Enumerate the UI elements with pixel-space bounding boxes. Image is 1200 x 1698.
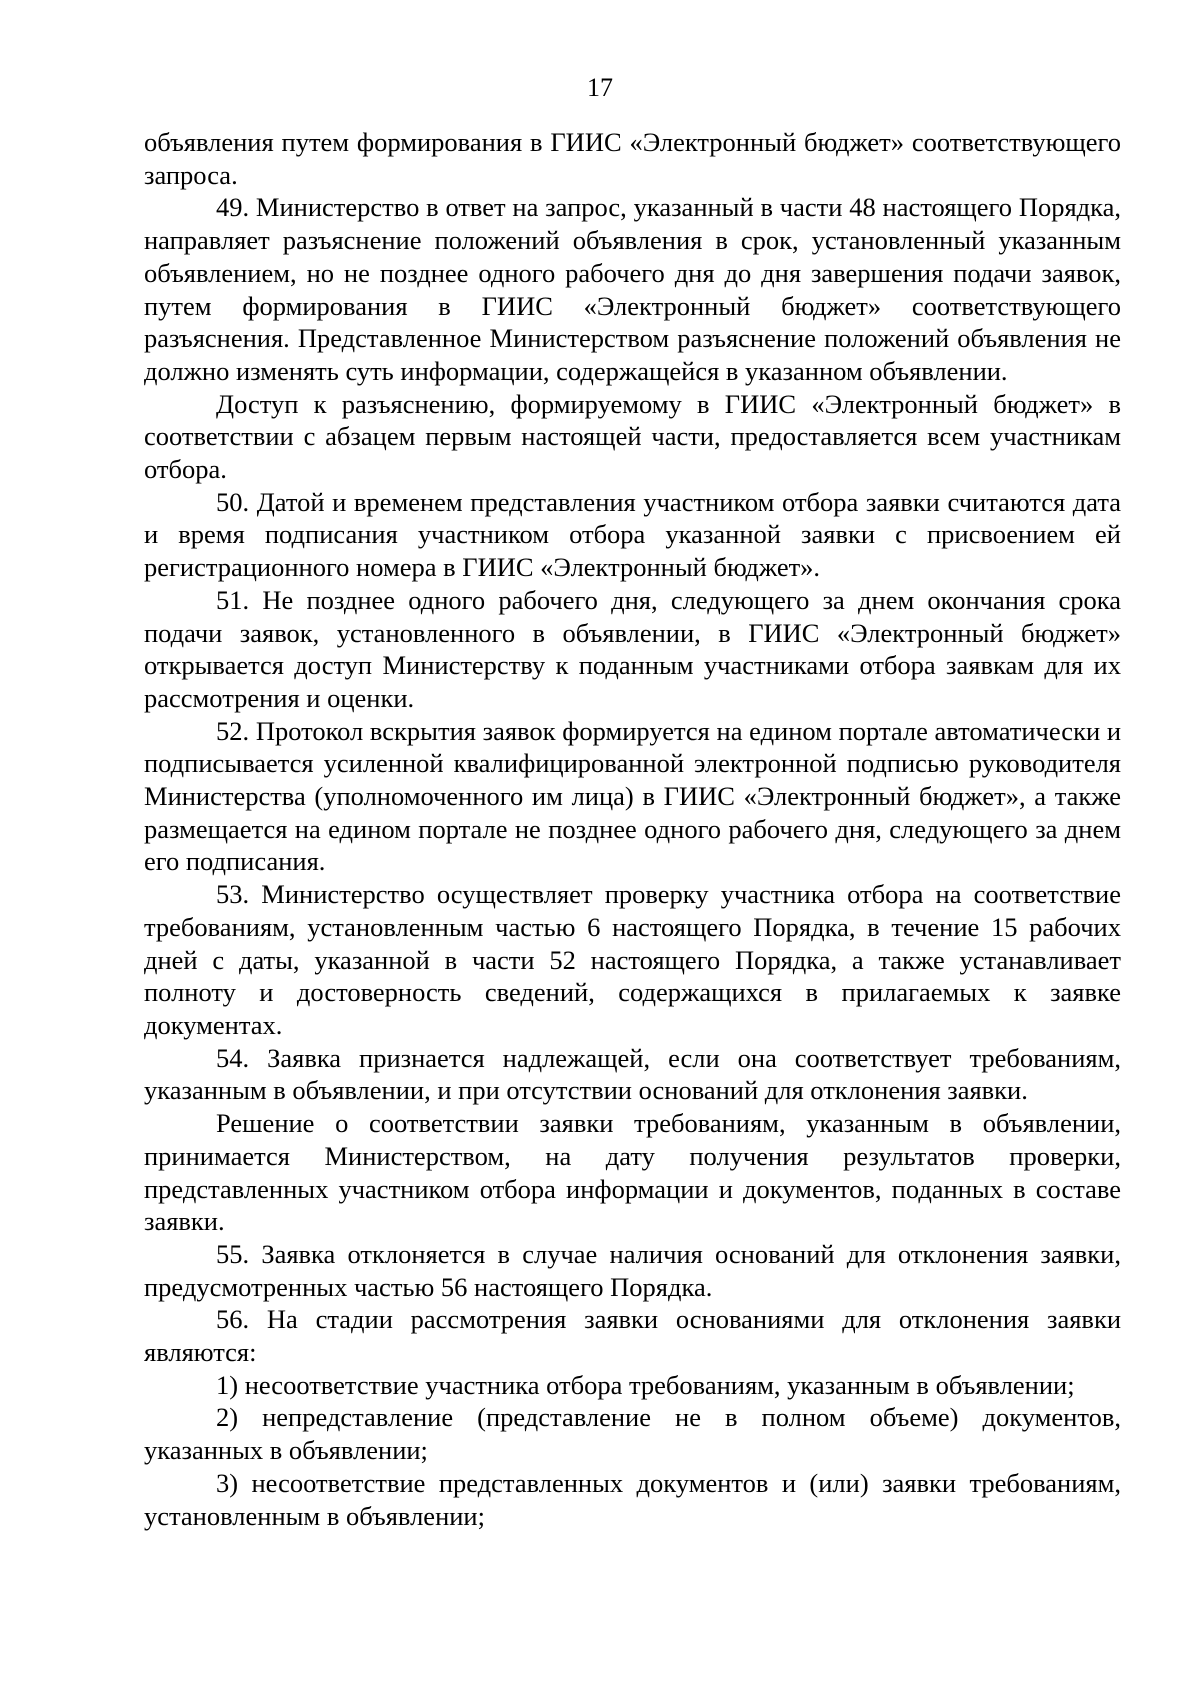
paragraph-49: 49. Министерство в ответ на запрос, указанный в части 48 настоящего Порядка, направляет разъяснение положений объявления в срок, установленный указанным объявлением, но не позднее одного рабочего дня до дня завершения подачи заявок, путем формирования в ГИИС «Электронный бюджет» соответствующего разъяснения. Представленное Министерством разъяснение положений объявления не должно изменять суть информации, содержащейся в указанном объявлении. <box>144 192 1121 386</box>
paragraph-54: 54. Заявка признается надлежащей, если она соответствует требованиям, указанным в объявлении, и при отсутствии оснований для отклонения заявки. <box>144 1042 1121 1106</box>
paragraph-49-access: Доступ к разъяснению, формируемому в ГИИС «Электронный бюджет» в соответствии с абзацем первым настоящей части, предоставляется всем участникам отбора. <box>144 388 1121 485</box>
list-item-1: 1) несоответствие участника отбора требованиям, указанным в объявлении; <box>216 1369 1075 1400</box>
paragraph-50: 50. Датой и временем представления участником отбора заявки считаются дата и время подписания участником отбора указанной заявки с присвоением ей регистрационного номера в ГИИС «Электронный бюджет». <box>144 486 1121 583</box>
list-item-2: 2) непредставление (представление не в полном объеме) документов, указанных в объявлении; <box>144 1402 1121 1466</box>
paragraph-56: 56. На стадии рассмотрения заявки основаниями для отклонения заявки являются: <box>144 1304 1121 1368</box>
paragraph-53: 53. Министерство осуществляет проверку участника отбора на соответствие требованиям, установленным частью 6 настоящего Порядка, в течение 15 рабочих дней с даты, указанной в части 52 настоящего Порядка, а также устанавливает полноту и достоверность сведений, содержащихся в прилагаемых к заявке документах. <box>144 879 1121 1040</box>
list-item-3: 3) несоответствие представленных документов и (или) заявки требованиям, установленным в объявлении; <box>144 1467 1121 1531</box>
document-body <box>144 126 1121 1532</box>
paragraph-51: 51. Не позднее одного рабочего дня, следующего за днем окончания срока подачи заявок, установленного в объявлении, в ГИИС «Электронный бюджет» открывается доступ Министерству к поданным участниками отбора заявкам для их рассмотрения и оценки. <box>144 584 1121 713</box>
paragraph-continuation: объявления путем формирования в ГИИС «Электронный бюджет» соответствующего запроса. <box>144 127 1121 190</box>
paragraph-54-decision: Решение о соответствии заявки требованиям, указанным в объявлении, принимается Министерством, на дату получения результатов проверки, представленных участником отбора информации и документов, поданных в составе заявки. <box>144 1108 1121 1237</box>
paragraph-52: 52. Протокол вскрытия заявок формируется на едином портале автоматически и подписывается усиленной квалифицированной электронной подписью руководителя Министерства (уполномоченного им лица) в ГИИС «Электронный бюджет», а также размещается на едином портале не позднее одного рабочего дня, следующего за днем его подписания. <box>144 715 1121 877</box>
page-number: 17 <box>587 73 613 102</box>
paragraph-55: 55. Заявка отклоняется в случае наличия оснований для отклонения заявки, предусмотренных частью 56 настоящего Порядка. <box>144 1238 1121 1302</box>
